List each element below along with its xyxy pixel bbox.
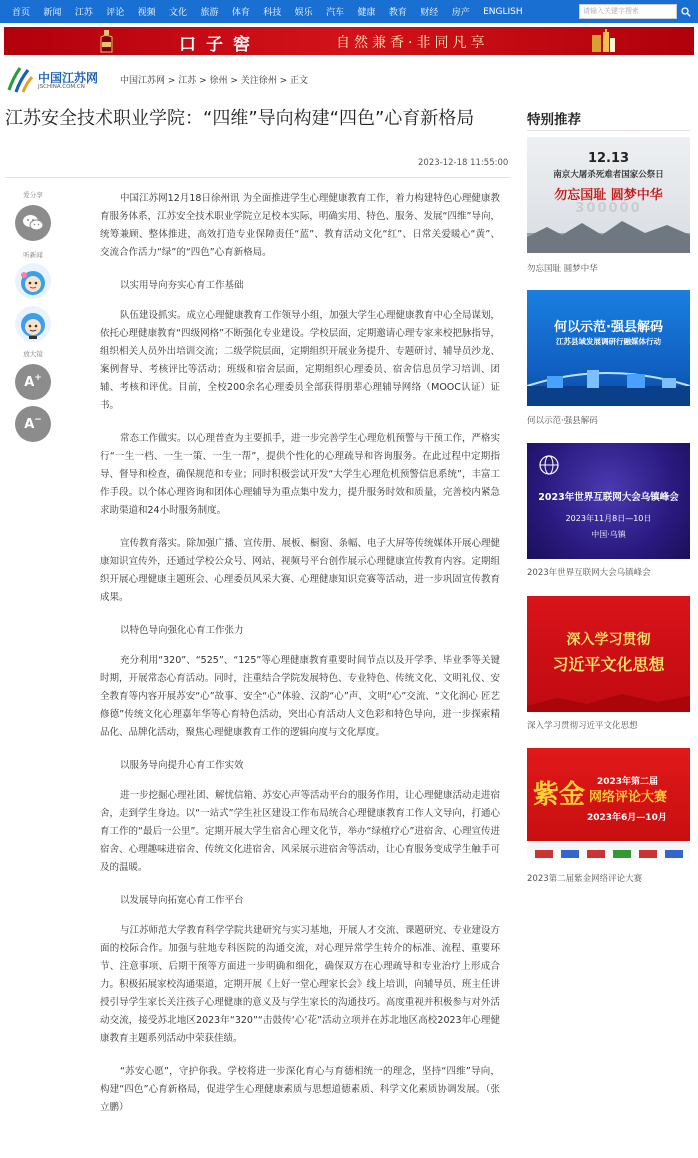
sidebar-title: 特别推荐 xyxy=(527,112,581,128)
font-decrease-icon: A xyxy=(24,416,35,432)
card-big-text: 紫金 xyxy=(533,780,586,810)
sponsor-logos-icon xyxy=(527,844,690,864)
card-big-text: 何以示范·强县解码 xyxy=(554,320,663,335)
logo-en: JSCHINA.COM.CN xyxy=(38,84,85,90)
bridge-icon xyxy=(527,356,690,406)
banner-brand: 口子窖 xyxy=(179,35,260,55)
nav-item[interactable]: 汽车 xyxy=(326,8,345,18)
female-voice-avatar-icon xyxy=(15,263,51,299)
promo-card-internet[interactable] xyxy=(527,443,690,559)
card-headline: 南京大屠杀死难者国家公祭日 xyxy=(553,170,664,180)
listen-male-button[interactable] xyxy=(15,306,51,342)
card-line1: 深入学习贯彻 xyxy=(566,632,651,648)
card-place: 中国·乌镇 xyxy=(591,530,626,539)
skyline-icon xyxy=(527,215,690,253)
card-caption[interactable]: 勿忘国耻 圆梦中华 xyxy=(527,264,598,274)
paragraph: 队伍建设抓实。成立心理健康教育工作领导小组，加强大学生心理健康教育中心全局谋划，依托心理健康教育“四级网格”不断强化专业建设。学校层面，定期邀请心理专家来校把脉指导，组织相关人员外出培训交流；二级学院层面，定期组织开展业务提升、专题研讨、辅导员沙龙、案例督导、考核评比等活动；班级和宿舍层面，定期组织心理委员、宿舍信息员学习培训、团辅、考核和评优。目前，全校200余名心理委员全部获得朋辈心理辅导网络（MOOC认证）证书。 xyxy=(100,310,501,411)
paragraph: 进一步挖掘心理社团、解忧信箱、苏安心声等活动平台的服务作用，让心理健康活动走进宿舍，走到学生身边。以“一站式”学生社区建设工作布局统合心理健康教育工作人文导向，打通心育工作的“最后一公里”。定期开展大学生宿舍心理文化节，举办“绿植疗心”进宿舍、心理宣传进宿舍、心理趣味进宿舍、传统文化进宿舍、风采展示进宿舍等活动，让心育服务变成学生触手可及的温暖。 xyxy=(100,790,501,873)
section-heading: 以实用导向夯实心育工作基础 xyxy=(120,280,244,291)
card-line1: 2023年第二届 xyxy=(597,777,659,787)
share-label: 爱分享 xyxy=(23,191,43,199)
card-sub-text: 2023年6月—10月 xyxy=(587,813,667,823)
nav-item[interactable]: 首页 xyxy=(12,8,31,18)
paragraph: 与江苏师范大学教育科学学院共建研究与实习基地，开展人才交流、课题研究、专业建设方面的校际合作。加强与驻地专科医院的沟通交流，对心理异常学生转介的标准、流程、重要环节、注意事项、后期干预等方面进一步明确和细化，确保双方在心理疏导和专业治疗上形成合力。积极拓展家校沟通渠道，定期开展《上好一堂心理家长会》线上培训，向辅导员、班主任讲授引导学生家长关注孩子心理健康的意义及与学生家长的沟通技巧。高度重视并积极参与对外活动交流，接受苏北地区2023年“320”“击鼓传‘心’花”活动立项并在苏北地区高校2023年心理健康教育主题系列活动中荣获佳绩。 xyxy=(100,925,501,1044)
sidebar-divider xyxy=(527,130,690,131)
paragraph: 中国江苏网12月18日徐州讯 为全面推进学生心理健康教育工作，着力构建特色心理健康教育服务体系，江苏安全技术职业学院立足校本实际，明确实用、特色、服务、发展“四维”导向，统筹兼顾、整体推进，高效打造专业保障责任“蓝”、教育活动文化“红”、日常关爱暖心“黄”、交流合作活力“绿”的“四色”心育新格局。 xyxy=(100,193,500,258)
card-line2: 习近平文化思想 xyxy=(552,655,665,674)
logo-cn: 中国江苏网 xyxy=(38,71,99,85)
article-body xyxy=(100,190,500,1132)
nav-item[interactable]: 房产 xyxy=(451,8,470,18)
logo-mark-icon xyxy=(6,64,34,94)
section-heading: 以发展导向拓宽心育工作平台 xyxy=(120,895,244,906)
card-line2: 网络评论大赛 xyxy=(589,790,668,805)
nav-item[interactable]: 视频 xyxy=(137,8,156,18)
nav-item-english[interactable]: ENGLISH xyxy=(483,6,523,17)
section-heading: 以特色导向强化心育工作张力 xyxy=(120,625,244,636)
nav-item[interactable]: 教育 xyxy=(388,8,407,18)
zoom-label: 放大镜 xyxy=(23,350,43,358)
card-date: 12.13 xyxy=(587,151,630,166)
paragraph: 充分利用“320”、“525”、“125”等心理健康教育重要时间节点以及开学季、毕业季等关键时期，开展常态心育活动。同时，注重结合学院发展特色、专业特色、传统文化、文明礼仪、安全教育等内容开展苏安“心”故事、安全“心”体验、汉韵“心”声、文明“心”交流、“文化润心 匠艺修德”传统文化心理嘉年华等心育特色活动，突出心育活动人文色彩和特色导向，进一步探索精品化、品牌化活动，聚焦心理健康教育工作的逻辑向度与文化厚度。 xyxy=(100,655,500,738)
paragraph: “苏安心愿”，守护你我。学校将进一步深化育心与育德相统一的理念，坚持“四维”导向，构建“四色”心育新格局，促进学生心理健康素质与思想道德素质、科学文化素质协调发展。（张立鹏） xyxy=(100,1066,500,1113)
card-number: 300000 xyxy=(575,201,642,216)
nav-item[interactable]: 江苏 xyxy=(74,8,93,18)
nav-item[interactable]: 文化 xyxy=(169,8,188,18)
card-big-text: 2023年世界互联网大会乌镇峰会 xyxy=(538,492,679,503)
promo-card-county[interactable] xyxy=(527,290,690,406)
banner-slogan: 自然兼香·非同凡享 xyxy=(336,35,489,51)
nav-item[interactable]: 评论 xyxy=(106,8,125,18)
listen-female-button[interactable] xyxy=(15,263,51,299)
card-sub-text: 江苏县域发展调研行融媒体行动 xyxy=(556,337,661,346)
ad-banner[interactable] xyxy=(4,27,694,55)
card-caption[interactable]: 深入学习贯彻习近平文化思想 xyxy=(527,721,638,731)
male-voice-avatar-icon xyxy=(15,306,51,342)
font-increase-button[interactable]: A + xyxy=(15,364,51,400)
site-logo[interactable] xyxy=(6,64,106,94)
nav-item[interactable]: 科技 xyxy=(263,8,282,18)
divider xyxy=(5,177,510,178)
card-big-text: 勿忘国耻 圆梦中华 xyxy=(554,188,663,203)
listen-label: 听新闻 xyxy=(23,251,43,259)
nav-item[interactable]: 体育 xyxy=(231,8,250,18)
search-icon xyxy=(681,7,691,17)
font-decrease-button[interactable]: A − xyxy=(15,406,51,442)
nav-item[interactable]: 财经 xyxy=(420,8,439,18)
card-caption[interactable]: 何以示范·强县解码 xyxy=(527,416,598,426)
article-title: 江苏安全技术职业学院：“四维”导向构建“四色”心育新格局 xyxy=(5,108,475,129)
nav-item[interactable]: 娱乐 xyxy=(294,8,313,18)
breadcrumb[interactable]: 中国江苏网 > 江苏 > 徐州 > 关注徐州 > 正文 xyxy=(120,76,309,86)
top-nav xyxy=(0,0,698,23)
publish-date: 2023-12-18 11:55:00 xyxy=(418,158,509,168)
font-increase-icon: A xyxy=(24,374,35,390)
section-heading: 以服务导向提升心育工作实效 xyxy=(120,760,244,771)
card-caption[interactable]: 2023第二届紫金网络评论大赛 xyxy=(527,874,643,884)
nav-item[interactable]: 新闻 xyxy=(43,8,62,18)
wine-box-icon xyxy=(590,29,616,53)
paragraph: 常态工作做实。以心理普查为主要抓手，进一步完善学生心理危机预警与干预工作，严格实行“一生一档、一生一策、一生一帮”，提供个性化的心理疏导和咨询服务。在此过程中定期指导、督导和检查，确保规范和专业；同时积极尝试开发“大学生心理危机预警信息系统”，丰富工作手段。以个体心理咨询和团体心理辅导为重点集中发力，提升服务时效和质量，完善校内紧急求助渠道和24小时服务制度。 xyxy=(100,433,501,516)
nav-item[interactable]: 旅游 xyxy=(200,8,219,18)
card-sub-text: 2023年11月8日—10日 xyxy=(565,514,652,523)
wechat-icon xyxy=(22,213,44,233)
wechat-share-button[interactable] xyxy=(15,205,51,241)
paragraph: 宣传教育落实。除加强广播、宣传册、展板、橱窗、条幅、电子大屏等传统媒体开展心理健康知识宣传外，还通过学校公众号、网站、视频号平台创作展示心理健康宣传教育内容。定期组织开展心理健康主题班会、心理委员风采大赛、心理健康知识竞赛等活动，进一步巩固宣传教育成果。 xyxy=(100,538,501,603)
promo-card-culture[interactable] xyxy=(527,596,690,712)
bottle-icon xyxy=(96,29,118,53)
promo-card-review[interactable] xyxy=(527,748,690,864)
search-input[interactable]: 请输入关键字搜索 xyxy=(579,4,677,19)
conference-logo-icon xyxy=(537,453,561,477)
great-wall-icon xyxy=(527,688,690,712)
promo-card-memorial[interactable] xyxy=(527,137,690,253)
nav-links xyxy=(12,0,536,23)
card-caption[interactable]: 2023年世界互联网大会乌镇峰会 xyxy=(527,568,651,578)
search-button[interactable] xyxy=(679,4,693,19)
nav-item[interactable]: 健康 xyxy=(357,8,376,18)
